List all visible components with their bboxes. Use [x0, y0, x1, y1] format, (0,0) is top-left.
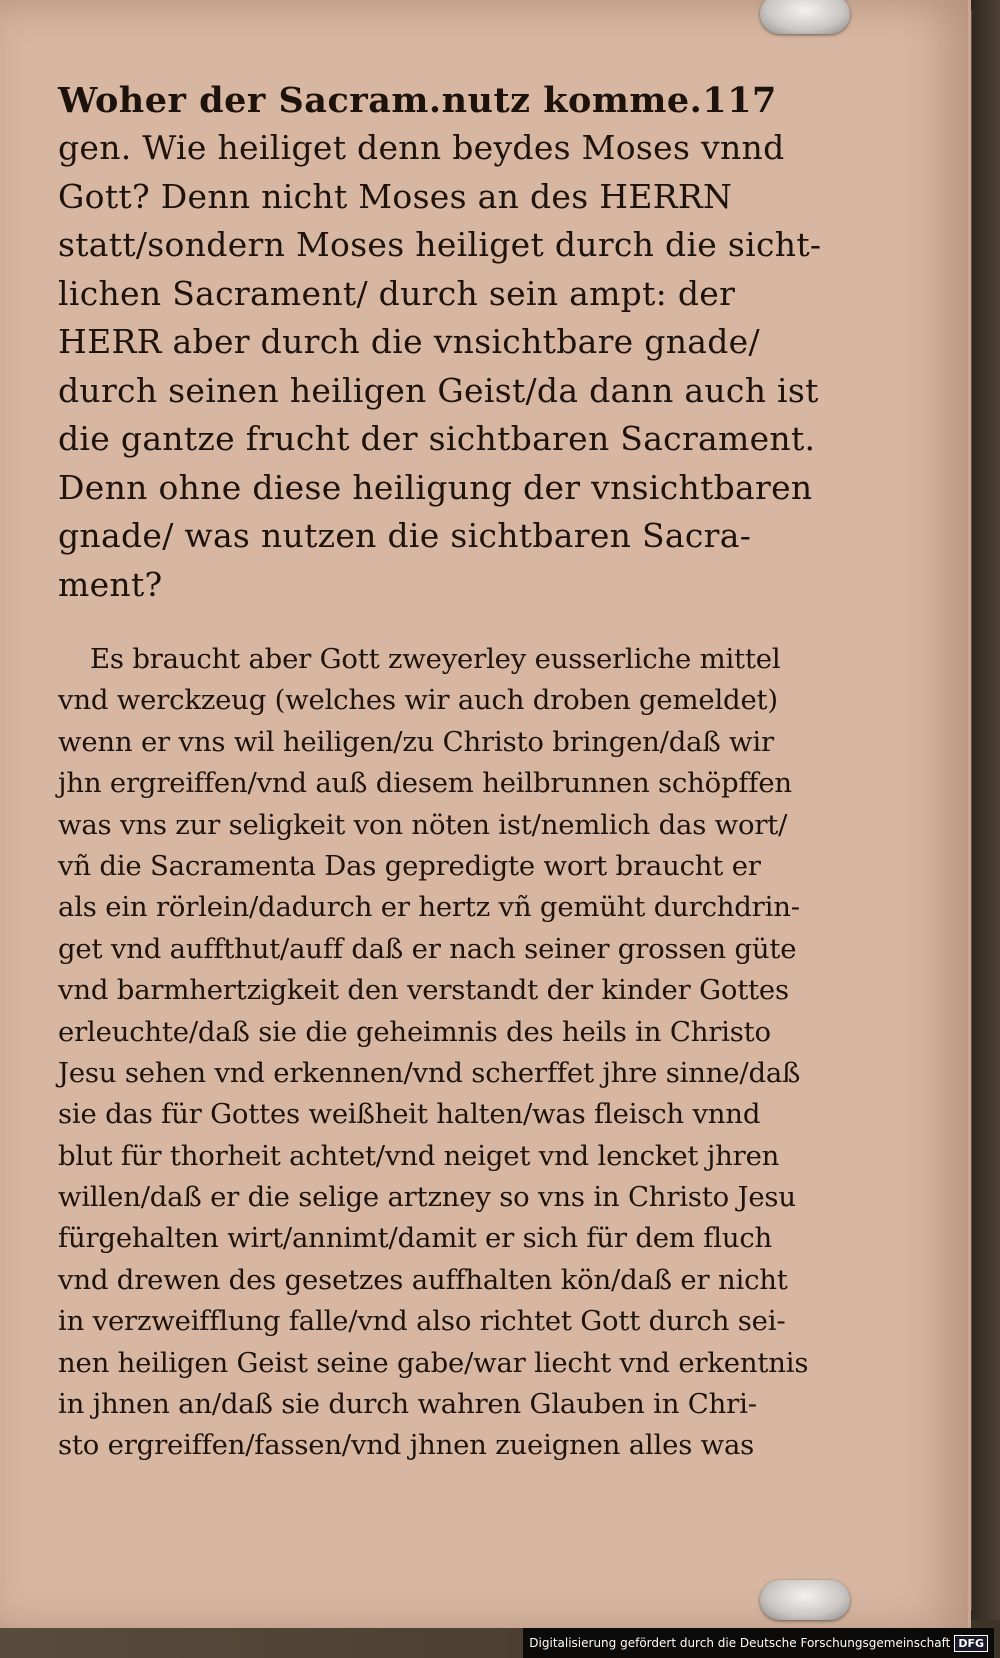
- digitization-credit: [523, 1628, 994, 1658]
- text-line: lichen Sacrament/ durch sein ampt: der: [58, 273, 736, 313]
- page-number: 117: [702, 80, 777, 121]
- text-line: get vnd auffthut/auff daß er nach seiner grossen güte: [58, 932, 797, 965]
- dfg-logo: DFG: [954, 1635, 988, 1652]
- text-line: ment?: [58, 564, 163, 604]
- text-line: vñ die Sacramenta Das gepredigte wort braucht er: [58, 849, 761, 882]
- running-head: [58, 78, 777, 124]
- text-line: sie das für Gottes weißheit halten/was fleisch vnnd: [58, 1098, 761, 1131]
- text-line: Es braucht aber Gott zweyerley eusserliche mittel: [90, 643, 781, 675]
- text-line: Jesu sehen vnd erkennen/vnd scherffet jhre sinne/daß: [58, 1056, 801, 1089]
- text-line: HERR aber durch die vnsichtbare gnade/: [58, 322, 760, 361]
- text-line: willen/daß er die selige artzney so vns in Christo Jesu: [58, 1181, 796, 1214]
- text-line: gen. Wie heiliget denn beydes Moses vnnd: [58, 128, 785, 167]
- text-line: durch seinen heiligen Geist/da dann auch ist: [58, 370, 819, 410]
- text-line: Gott? Denn nicht Moses an des HERRN: [58, 176, 733, 216]
- text-line: statt/sondern Moses heiliget durch die sicht-: [58, 225, 822, 264]
- credit-text: Digitalisierung gefördert durch die Deutsche Forschungsgemeinschaft: [529, 1636, 951, 1650]
- text-line: vnd barmhertzigkeit den verstandt der kinder Gottes: [58, 974, 789, 1007]
- text-line: was vns zur seligkeit von nöten ist/nemlich das wort/: [58, 808, 788, 841]
- text-line: vnd drewen des gesetzes auffhalten kön/daß er nicht: [58, 1263, 788, 1296]
- paragraph-1: [58, 124, 822, 609]
- text-line: die gantze frucht der sichtbaren Sacrament.: [58, 419, 816, 458]
- text-line: gnade/ was nutzen die sichtbaren Sacra-: [58, 516, 752, 555]
- text-line: als ein rörlein/dadurch er hertz vñ gemüht durchdrin-: [58, 891, 800, 924]
- running-head-title: Woher der Sacram.nutz komme.: [58, 80, 703, 121]
- text-line: blut für thorheit achtet/vnd neiget vnd lencket jhren: [58, 1139, 780, 1172]
- text-block: [58, 78, 822, 1467]
- text-line: in verzweifflung falle/vnd also richtet Gott durch sei-: [58, 1305, 786, 1338]
- text-line: in jhnen an/daß sie durch wahren Glauben in Chri-: [58, 1388, 757, 1421]
- page-clip-bottom: [760, 1580, 850, 1620]
- text-line: sto ergreiffen/fassen/vnd jhnen zueignen alles was: [58, 1429, 755, 1462]
- text-line: vnd werckzeug (welches wir auch droben gemeldet): [58, 684, 778, 717]
- page-clip-top: [760, 0, 850, 34]
- text-line: wenn er vns wil heiligen/zu Christo bringen/daß wir: [58, 725, 774, 758]
- paragraph-2: [58, 639, 809, 1467]
- text-line: jhn ergreiffen/vnd auß diesem heilbrunnen schöpffen: [58, 767, 792, 800]
- text-line: fürgehalten wirt/annimt/damit er sich für dem fluch: [58, 1222, 773, 1255]
- text-line: Denn ohne diese heiligung der vnsichtbaren: [58, 467, 813, 507]
- text-line: erleuchte/daß sie die geheimnis des heils in Christo: [58, 1015, 771, 1048]
- text-line: nen heiligen Geist seine gabe/war liecht vnd erkentnis: [58, 1346, 809, 1379]
